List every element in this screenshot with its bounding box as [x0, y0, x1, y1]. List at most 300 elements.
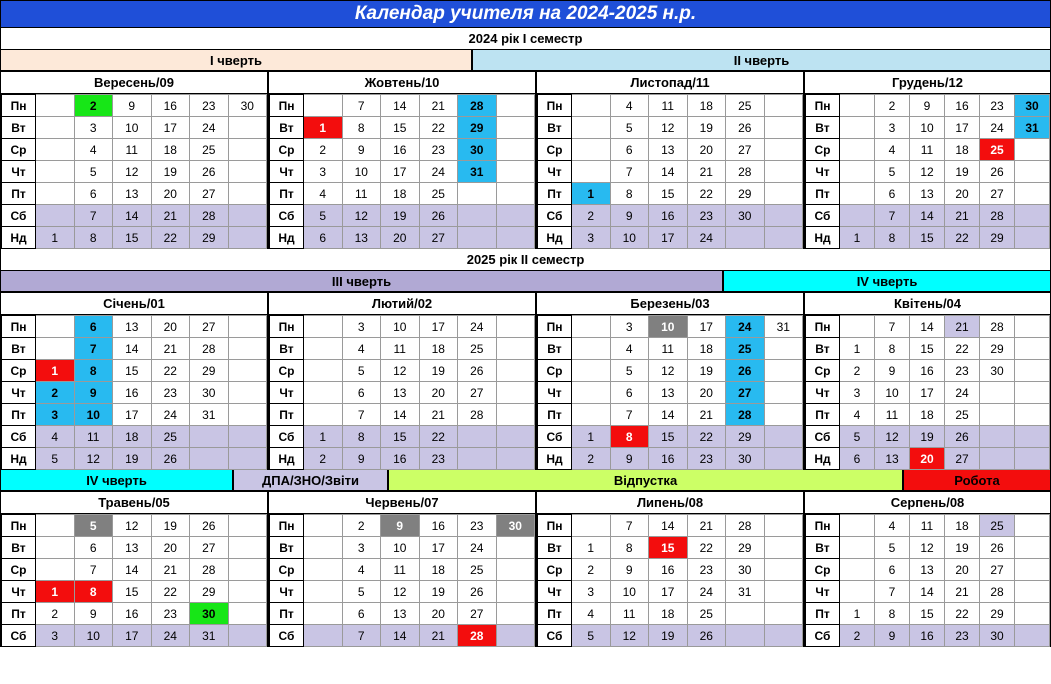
- day-cell[interactable]: 14: [649, 161, 688, 183]
- day-cell[interactable]: 30: [1015, 95, 1050, 117]
- day-cell[interactable]: 17: [945, 117, 980, 139]
- day-cell[interactable]: 2: [572, 448, 611, 470]
- day-cell[interactable]: 15: [649, 537, 688, 559]
- day-cell[interactable]: 17: [113, 625, 152, 647]
- day-cell[interactable]: [496, 338, 535, 360]
- day-cell[interactable]: 18: [687, 338, 726, 360]
- day-cell[interactable]: 1: [572, 426, 611, 448]
- day-cell[interactable]: 5: [875, 161, 910, 183]
- day-cell[interactable]: 13: [381, 382, 420, 404]
- day-cell[interactable]: 9: [610, 205, 649, 227]
- day-cell[interactable]: 24: [687, 581, 726, 603]
- day-cell[interactable]: [304, 625, 343, 647]
- day-cell[interactable]: [36, 183, 75, 205]
- day-cell[interactable]: 7: [610, 515, 649, 537]
- day-cell[interactable]: 20: [687, 139, 726, 161]
- day-cell[interactable]: 11: [113, 139, 152, 161]
- day-cell[interactable]: 22: [151, 581, 190, 603]
- day-cell[interactable]: [1015, 537, 1050, 559]
- day-cell[interactable]: [1015, 360, 1050, 382]
- day-cell[interactable]: 25: [458, 559, 497, 581]
- day-cell[interactable]: [840, 559, 875, 581]
- day-cell[interactable]: 24: [151, 404, 190, 426]
- day-cell[interactable]: [228, 382, 267, 404]
- day-cell[interactable]: 30: [980, 625, 1015, 647]
- day-cell[interactable]: 30: [980, 360, 1015, 382]
- day-cell[interactable]: 21: [419, 625, 458, 647]
- day-cell[interactable]: [840, 183, 875, 205]
- day-cell[interactable]: 29: [458, 117, 497, 139]
- day-cell[interactable]: 25: [945, 404, 980, 426]
- day-cell[interactable]: 24: [190, 117, 229, 139]
- day-cell[interactable]: 20: [945, 559, 980, 581]
- day-cell[interactable]: [304, 515, 343, 537]
- day-cell[interactable]: 13: [381, 603, 420, 625]
- day-cell[interactable]: 4: [875, 139, 910, 161]
- day-cell[interactable]: [496, 360, 535, 382]
- day-cell[interactable]: 14: [381, 404, 420, 426]
- day-cell[interactable]: 14: [910, 316, 945, 338]
- day-cell[interactable]: 4: [875, 515, 910, 537]
- day-cell[interactable]: [980, 448, 1015, 470]
- day-cell[interactable]: 17: [649, 227, 688, 249]
- day-cell[interactable]: [1015, 448, 1050, 470]
- day-cell[interactable]: 19: [649, 625, 688, 647]
- day-cell[interactable]: [1015, 316, 1050, 338]
- day-cell[interactable]: 28: [726, 404, 765, 426]
- day-cell[interactable]: 13: [649, 382, 688, 404]
- day-cell[interactable]: 29: [980, 603, 1015, 625]
- day-cell[interactable]: [36, 559, 75, 581]
- day-cell[interactable]: 12: [910, 161, 945, 183]
- day-cell[interactable]: 24: [419, 161, 458, 183]
- day-cell[interactable]: [496, 117, 535, 139]
- day-cell[interactable]: [764, 139, 803, 161]
- day-cell[interactable]: 7: [342, 404, 381, 426]
- day-cell[interactable]: 28: [190, 338, 229, 360]
- day-cell[interactable]: 15: [381, 426, 420, 448]
- day-cell[interactable]: [496, 581, 535, 603]
- day-cell[interactable]: 2: [875, 95, 910, 117]
- day-cell[interactable]: 27: [419, 227, 458, 249]
- day-cell[interactable]: 27: [726, 382, 765, 404]
- day-cell[interactable]: 14: [649, 515, 688, 537]
- day-cell[interactable]: [458, 426, 497, 448]
- day-cell[interactable]: 6: [342, 382, 381, 404]
- day-cell[interactable]: 10: [610, 581, 649, 603]
- day-cell[interactable]: 25: [726, 95, 765, 117]
- day-cell[interactable]: 12: [381, 581, 420, 603]
- day-cell[interactable]: 25: [726, 338, 765, 360]
- day-cell[interactable]: 4: [36, 426, 75, 448]
- day-cell[interactable]: 21: [151, 338, 190, 360]
- day-cell[interactable]: 22: [419, 117, 458, 139]
- day-cell[interactable]: [458, 448, 497, 470]
- day-cell[interactable]: [496, 448, 535, 470]
- day-cell[interactable]: 15: [381, 117, 420, 139]
- day-cell[interactable]: [228, 227, 267, 249]
- day-cell[interactable]: 4: [840, 404, 875, 426]
- day-cell[interactable]: 28: [190, 205, 229, 227]
- day-cell[interactable]: 30: [228, 95, 267, 117]
- day-cell[interactable]: [572, 382, 611, 404]
- day-cell[interactable]: 28: [980, 581, 1015, 603]
- day-cell[interactable]: 19: [687, 117, 726, 139]
- day-cell[interactable]: 23: [419, 139, 458, 161]
- day-cell[interactable]: 2: [74, 95, 113, 117]
- day-cell[interactable]: 30: [726, 205, 765, 227]
- day-cell[interactable]: 18: [910, 404, 945, 426]
- day-cell[interactable]: 16: [113, 603, 152, 625]
- day-cell[interactable]: [764, 603, 803, 625]
- day-cell[interactable]: 9: [381, 515, 420, 537]
- day-cell[interactable]: 9: [342, 139, 381, 161]
- day-cell[interactable]: 8: [610, 537, 649, 559]
- day-cell[interactable]: 4: [610, 95, 649, 117]
- day-cell[interactable]: 27: [190, 537, 229, 559]
- day-cell[interactable]: [572, 161, 611, 183]
- day-cell[interactable]: 4: [572, 603, 611, 625]
- day-cell[interactable]: [228, 625, 267, 647]
- day-cell[interactable]: 20: [419, 603, 458, 625]
- day-cell[interactable]: 20: [419, 382, 458, 404]
- day-cell[interactable]: 2: [342, 515, 381, 537]
- day-cell[interactable]: 24: [458, 537, 497, 559]
- day-cell[interactable]: 18: [419, 559, 458, 581]
- day-cell[interactable]: 12: [649, 360, 688, 382]
- day-cell[interactable]: [304, 95, 343, 117]
- day-cell[interactable]: [1015, 139, 1050, 161]
- day-cell[interactable]: 14: [910, 581, 945, 603]
- day-cell[interactable]: 20: [151, 316, 190, 338]
- day-cell[interactable]: 7: [875, 316, 910, 338]
- day-cell[interactable]: 12: [875, 426, 910, 448]
- day-cell[interactable]: [36, 338, 75, 360]
- day-cell[interactable]: 22: [945, 338, 980, 360]
- day-cell[interactable]: 15: [113, 227, 152, 249]
- day-cell[interactable]: 11: [381, 559, 420, 581]
- day-cell[interactable]: 5: [572, 625, 611, 647]
- day-cell[interactable]: [458, 227, 497, 249]
- day-cell[interactable]: 24: [726, 316, 765, 338]
- day-cell[interactable]: 8: [342, 426, 381, 448]
- day-cell[interactable]: 3: [572, 581, 611, 603]
- day-cell[interactable]: [1015, 183, 1050, 205]
- day-cell[interactable]: [840, 139, 875, 161]
- day-cell[interactable]: 31: [764, 316, 803, 338]
- day-cell[interactable]: 18: [945, 139, 980, 161]
- day-cell[interactable]: 7: [610, 161, 649, 183]
- day-cell[interactable]: 3: [342, 537, 381, 559]
- day-cell[interactable]: 2: [572, 205, 611, 227]
- day-cell[interactable]: 24: [980, 117, 1015, 139]
- day-cell[interactable]: 6: [342, 603, 381, 625]
- day-cell[interactable]: 17: [910, 382, 945, 404]
- day-cell[interactable]: [1015, 426, 1050, 448]
- day-cell[interactable]: 18: [649, 603, 688, 625]
- day-cell[interactable]: [1015, 227, 1050, 249]
- day-cell[interactable]: 18: [151, 139, 190, 161]
- day-cell[interactable]: 15: [113, 581, 152, 603]
- day-cell[interactable]: 21: [419, 95, 458, 117]
- day-cell[interactable]: 26: [687, 625, 726, 647]
- day-cell[interactable]: 30: [458, 139, 497, 161]
- day-cell[interactable]: 9: [113, 95, 152, 117]
- day-cell[interactable]: 19: [687, 360, 726, 382]
- day-cell[interactable]: [36, 205, 75, 227]
- day-cell[interactable]: 6: [610, 382, 649, 404]
- day-cell[interactable]: 19: [151, 515, 190, 537]
- day-cell[interactable]: [304, 338, 343, 360]
- day-cell[interactable]: 9: [74, 382, 113, 404]
- day-cell[interactable]: 31: [726, 581, 765, 603]
- day-cell[interactable]: 9: [610, 448, 649, 470]
- day-cell[interactable]: 21: [687, 161, 726, 183]
- day-cell[interactable]: [764, 448, 803, 470]
- day-cell[interactable]: 13: [875, 448, 910, 470]
- day-cell[interactable]: [1015, 338, 1050, 360]
- day-cell[interactable]: [36, 161, 75, 183]
- day-cell[interactable]: [1015, 382, 1050, 404]
- day-cell[interactable]: [496, 161, 535, 183]
- day-cell[interactable]: [228, 404, 267, 426]
- day-cell[interactable]: [980, 382, 1015, 404]
- day-cell[interactable]: 19: [419, 581, 458, 603]
- day-cell[interactable]: 13: [113, 316, 152, 338]
- day-cell[interactable]: 30: [190, 603, 229, 625]
- day-cell[interactable]: 6: [74, 183, 113, 205]
- day-cell[interactable]: [726, 227, 765, 249]
- day-cell[interactable]: 26: [458, 581, 497, 603]
- day-cell[interactable]: [496, 537, 535, 559]
- day-cell[interactable]: 25: [687, 603, 726, 625]
- day-cell[interactable]: 30: [726, 559, 765, 581]
- day-cell[interactable]: [572, 404, 611, 426]
- day-cell[interactable]: 19: [945, 161, 980, 183]
- day-cell[interactable]: [228, 183, 267, 205]
- day-cell[interactable]: [764, 360, 803, 382]
- day-cell[interactable]: [190, 448, 229, 470]
- day-cell[interactable]: 23: [945, 360, 980, 382]
- day-cell[interactable]: 22: [945, 227, 980, 249]
- day-cell[interactable]: 25: [419, 183, 458, 205]
- day-cell[interactable]: 30: [496, 515, 535, 537]
- day-cell[interactable]: [726, 603, 765, 625]
- day-cell[interactable]: 24: [151, 625, 190, 647]
- day-cell[interactable]: 8: [875, 603, 910, 625]
- day-cell[interactable]: 12: [381, 360, 420, 382]
- day-cell[interactable]: 26: [458, 360, 497, 382]
- day-cell[interactable]: [36, 537, 75, 559]
- day-cell[interactable]: 11: [910, 515, 945, 537]
- day-cell[interactable]: [36, 117, 75, 139]
- day-cell[interactable]: 30: [190, 382, 229, 404]
- day-cell[interactable]: [228, 360, 267, 382]
- day-cell[interactable]: 3: [342, 316, 381, 338]
- day-cell[interactable]: 17: [419, 537, 458, 559]
- day-cell[interactable]: 28: [726, 515, 765, 537]
- day-cell[interactable]: 21: [945, 205, 980, 227]
- day-cell[interactable]: 1: [304, 426, 343, 448]
- day-cell[interactable]: [36, 139, 75, 161]
- day-cell[interactable]: 6: [610, 139, 649, 161]
- day-cell[interactable]: 27: [458, 603, 497, 625]
- day-cell[interactable]: 2: [36, 382, 75, 404]
- day-cell[interactable]: 29: [726, 426, 765, 448]
- day-cell[interactable]: 11: [875, 404, 910, 426]
- day-cell[interactable]: 31: [190, 404, 229, 426]
- day-cell[interactable]: [228, 537, 267, 559]
- day-cell[interactable]: 9: [875, 360, 910, 382]
- day-cell[interactable]: 24: [945, 382, 980, 404]
- day-cell[interactable]: [228, 139, 267, 161]
- day-cell[interactable]: 7: [610, 404, 649, 426]
- day-cell[interactable]: 22: [151, 360, 190, 382]
- day-cell[interactable]: 23: [419, 448, 458, 470]
- day-cell[interactable]: [496, 95, 535, 117]
- day-cell[interactable]: [764, 227, 803, 249]
- day-cell[interactable]: 18: [381, 183, 420, 205]
- day-cell[interactable]: [572, 139, 611, 161]
- day-cell[interactable]: 3: [74, 117, 113, 139]
- day-cell[interactable]: 11: [74, 426, 113, 448]
- day-cell[interactable]: 16: [649, 448, 688, 470]
- day-cell[interactable]: 27: [458, 382, 497, 404]
- day-cell[interactable]: 12: [649, 117, 688, 139]
- day-cell[interactable]: [304, 382, 343, 404]
- day-cell[interactable]: 4: [342, 338, 381, 360]
- day-cell[interactable]: 20: [945, 183, 980, 205]
- day-cell[interactable]: 23: [945, 625, 980, 647]
- day-cell[interactable]: 24: [458, 316, 497, 338]
- day-cell[interactable]: [304, 404, 343, 426]
- day-cell[interactable]: 31: [458, 161, 497, 183]
- day-cell[interactable]: [1015, 205, 1050, 227]
- day-cell[interactable]: 21: [945, 316, 980, 338]
- day-cell[interactable]: 7: [74, 205, 113, 227]
- day-cell[interactable]: 2: [304, 448, 343, 470]
- day-cell[interactable]: 10: [875, 382, 910, 404]
- day-cell[interactable]: 7: [74, 559, 113, 581]
- day-cell[interactable]: 20: [910, 448, 945, 470]
- day-cell[interactable]: 8: [875, 227, 910, 249]
- day-cell[interactable]: 14: [113, 205, 152, 227]
- day-cell[interactable]: 23: [687, 559, 726, 581]
- day-cell[interactable]: [764, 559, 803, 581]
- day-cell[interactable]: 3: [36, 625, 75, 647]
- day-cell[interactable]: 27: [945, 448, 980, 470]
- day-cell[interactable]: 23: [980, 95, 1015, 117]
- day-cell[interactable]: 29: [190, 360, 229, 382]
- day-cell[interactable]: 11: [910, 139, 945, 161]
- day-cell[interactable]: [228, 338, 267, 360]
- day-cell[interactable]: [228, 559, 267, 581]
- day-cell[interactable]: 10: [649, 316, 688, 338]
- day-cell[interactable]: 5: [342, 360, 381, 382]
- day-cell[interactable]: 28: [458, 625, 497, 647]
- day-cell[interactable]: [458, 183, 497, 205]
- day-cell[interactable]: 6: [74, 316, 113, 338]
- day-cell[interactable]: 13: [649, 139, 688, 161]
- day-cell[interactable]: [840, 537, 875, 559]
- day-cell[interactable]: 4: [304, 183, 343, 205]
- day-cell[interactable]: [764, 205, 803, 227]
- day-cell[interactable]: 12: [74, 448, 113, 470]
- day-cell[interactable]: 5: [74, 161, 113, 183]
- day-cell[interactable]: 12: [342, 205, 381, 227]
- day-cell[interactable]: 21: [945, 581, 980, 603]
- day-cell[interactable]: [496, 316, 535, 338]
- day-cell[interactable]: 9: [910, 95, 945, 117]
- day-cell[interactable]: 16: [649, 205, 688, 227]
- day-cell[interactable]: 16: [910, 360, 945, 382]
- day-cell[interactable]: 19: [419, 360, 458, 382]
- day-cell[interactable]: 5: [304, 205, 343, 227]
- day-cell[interactable]: 15: [649, 183, 688, 205]
- day-cell[interactable]: 27: [190, 316, 229, 338]
- day-cell[interactable]: 4: [342, 559, 381, 581]
- day-cell[interactable]: [458, 205, 497, 227]
- day-cell[interactable]: 11: [649, 95, 688, 117]
- day-cell[interactable]: 28: [458, 404, 497, 426]
- day-cell[interactable]: 19: [381, 205, 420, 227]
- day-cell[interactable]: 25: [458, 338, 497, 360]
- day-cell[interactable]: 11: [381, 338, 420, 360]
- day-cell[interactable]: [764, 581, 803, 603]
- day-cell[interactable]: [764, 426, 803, 448]
- day-cell[interactable]: 16: [945, 95, 980, 117]
- day-cell[interactable]: 17: [113, 404, 152, 426]
- day-cell[interactable]: 15: [910, 227, 945, 249]
- day-cell[interactable]: 2: [840, 625, 875, 647]
- day-cell[interactable]: 26: [945, 426, 980, 448]
- day-cell[interactable]: 26: [151, 448, 190, 470]
- day-cell[interactable]: [1015, 161, 1050, 183]
- day-cell[interactable]: 5: [875, 537, 910, 559]
- day-cell[interactable]: 28: [980, 205, 1015, 227]
- day-cell[interactable]: [304, 316, 343, 338]
- day-cell[interactable]: 1: [840, 338, 875, 360]
- day-cell[interactable]: 26: [726, 360, 765, 382]
- day-cell[interactable]: [304, 360, 343, 382]
- day-cell[interactable]: [1015, 515, 1050, 537]
- day-cell[interactable]: [228, 316, 267, 338]
- day-cell[interactable]: 16: [419, 515, 458, 537]
- day-cell[interactable]: 16: [910, 625, 945, 647]
- day-cell[interactable]: 10: [381, 316, 420, 338]
- day-cell[interactable]: 8: [610, 426, 649, 448]
- day-cell[interactable]: 28: [458, 95, 497, 117]
- day-cell[interactable]: 1: [36, 581, 75, 603]
- day-cell[interactable]: [572, 515, 611, 537]
- day-cell[interactable]: 18: [945, 515, 980, 537]
- day-cell[interactable]: [840, 205, 875, 227]
- day-cell[interactable]: [228, 448, 267, 470]
- day-cell[interactable]: 24: [687, 227, 726, 249]
- day-cell[interactable]: 2: [36, 603, 75, 625]
- day-cell[interactable]: 26: [980, 161, 1015, 183]
- day-cell[interactable]: 12: [910, 537, 945, 559]
- day-cell[interactable]: 6: [304, 227, 343, 249]
- day-cell[interactable]: 20: [381, 227, 420, 249]
- day-cell[interactable]: 5: [610, 360, 649, 382]
- day-cell[interactable]: 29: [190, 581, 229, 603]
- day-cell[interactable]: [304, 537, 343, 559]
- day-cell[interactable]: 20: [151, 183, 190, 205]
- day-cell[interactable]: [496, 227, 535, 249]
- day-cell[interactable]: 8: [610, 183, 649, 205]
- day-cell[interactable]: [496, 426, 535, 448]
